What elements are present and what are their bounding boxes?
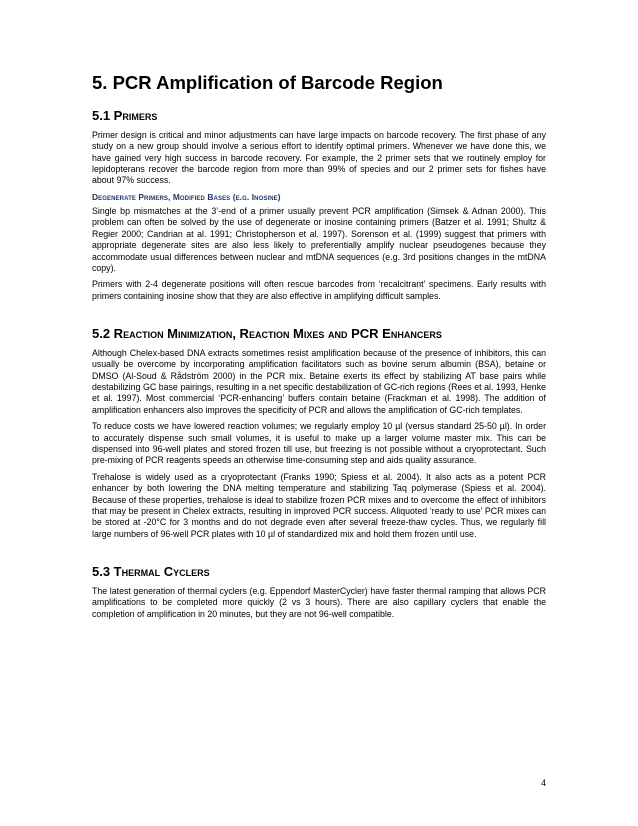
paragraph: Primers with 2-4 degenerate positions will often rescue barcodes from ‘recalcitrant’ specimens. Early results with primers containing inosine show that they are also effective in amplifying difficult samples. [92,279,546,301]
paragraph: Primer design is critical and minor adjustments can have large impacts on barcode recovery. The first phase of any study on a new group should involve a serious effort to identify optimal primers. Whenever we have done this, we have gained very high success in barcode recovery. For example, the 2 primer sets that we routinely employ for lepidopterans recover the barcode region from more than 99% of species and our 2 primer sets for fishes have about 97% success. [92,129,546,186]
document-page [92,72,546,625]
paragraph: To reduce costs we have lowered reaction volumes; we regularly employ 10 µl (versus standard 25-50 µl). In order to accurately dispense such small volumes, it is useful to make up a larger volume master mix. This can be dispensed into 96-well plates and stored frozen till use, but freezing is not possible without a cryoprotectant. Such pre-mixing of PCR reagents speeds an otherwise time-consuming step and aids quality assurance. [92,421,546,466]
paragraph: Single bp mismatches at the 3’-end of a primer usually prevent PCR amplification (Simsek & Adnan 2000). This problem can often be solved by the use of degenerate or inosine containing primers (Batzer et al. 1991; Shultz & Regier 2000; Candrian at al. 1991; Christopherson et al. 1997). Sorenson et al. (1999) suggest that primers with appropriate degenerate sites are also less likely to preferentially amplify nuclear pseudogenes because they accommodate usual differences between nuclear and mtDNA sequences (e.g. 3rd positions changes in the mtDNA copy). [92,205,546,273]
page-title: 5. PCR Amplification of Barcode Region [92,72,443,93]
section-heading-thermal-cyclers: 5.3 Thermal Cyclers [92,564,210,580]
paragraph: The latest generation of thermal cyclers (e.g. Eppendorf MasterCycler) have faster thermal ramping that allows PCR amplifications to be completed more quickly (2 vs 3 hours). There are also capillary cyclers that enable the completion of amplification in 20 minutes, but they are not 96-well compatible. [92,585,546,619]
paragraph: Although Chelex-based DNA extracts sometimes resist amplification because of the presence of inhibitors, this can usually be overcome by incorporating amplification facilitators such as bovine serum albumin (BSA), betaine or DMSO (Al-Soud & Rådström 2000) in the PCR mix. Betaine exerts its effect by stabilizing AT base pairs while destabilizing GC base pairings, resulting in a net specific destabilization of GC-rich regions (Rees et al. 1993, Henke et al. 1997). Most commercial ‘PCR-enhancing’ buffers contain betaine (Frackman et al. 1998). The addition of amplification enhancers also improves the specificity of PCR and allows the amplification of GC-rich templates. [92,347,546,415]
section-heading-primers: 5.1 Primers [92,108,158,124]
subheading-degenerate-primers: Degenerate Primers, Modified Bases (e.g. Inosine) [92,191,281,202]
page-number: 4 [541,778,546,788]
section-heading-reaction-minimization: 5.2 Reaction Minimization, Reaction Mixes and PCR Enhancers [92,326,442,342]
paragraph: Trehalose is widely used as a cryoprotectant (Franks 1990; Spiess et al. 2004). It also acts as a potent PCR enhancer by both lowering the DNA melting temperature and stabilizing Taq polymerase (Spiess et al. 2004). Because of these properties, trehalose is ideal to stabilize frozen PCR mixes and to overcome the effect of inhibitors that may be present in Chelex extracts, resulting in improved PCR success. Aliquoted ‘ready to use’ PCR mixes can be stored at -20°C for 3 months and do not degrade even after several freeze-thaw cycles. Thus, we regularly fill large numbers of 96-well PCR plates with 10 µl of standardized mix and hold them frozen until use. [92,471,546,539]
